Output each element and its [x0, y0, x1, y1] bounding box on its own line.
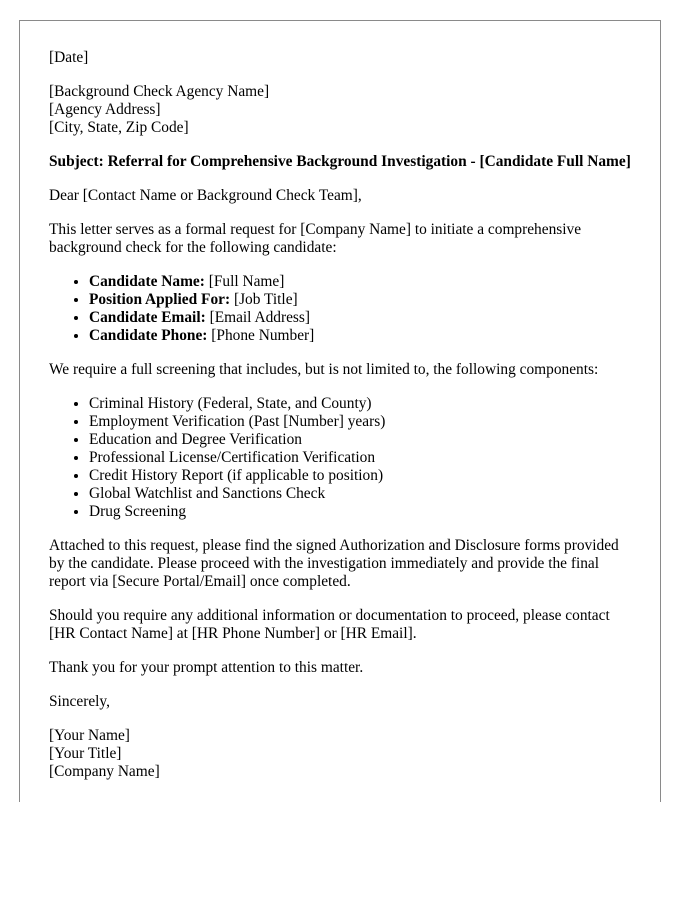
screening-intro-paragraph: We require a full screening that includes, but is not limited to, the following components:	[49, 361, 599, 378]
detail-label: Position Applied For:	[89, 291, 231, 308]
closing: Sincerely,	[49, 693, 110, 710]
recipient-address-block	[49, 83, 632, 137]
signature-title: [Your Title]	[49, 745, 122, 762]
list-item: • Employment Verification (Past [Number] years)	[89, 413, 632, 431]
list-item: • Drug Screening	[89, 503, 632, 521]
salutation: Dear [Contact Name or Background Check Team],	[49, 187, 362, 204]
detail-value: [Job Title]	[230, 291, 298, 308]
letter-date: [Date]	[49, 49, 89, 66]
list-item	[89, 291, 632, 309]
detail-label: Candidate Email:	[89, 309, 206, 326]
letter-page	[19, 20, 661, 802]
list-item	[89, 309, 632, 327]
attachment-paragraph: Attached to this request, please find the signed Authorization and Disclosure forms provided by the candidate. Please proceed with the investigation immediately and provide the final report via [Secure Portal/Email] once completed.	[49, 537, 619, 590]
detail-value: [Email Address]	[205, 309, 311, 326]
detail-label: Candidate Name:	[89, 273, 205, 290]
contact-paragraph: Should you require any additional information or documentation to proceed, please contact [HR Contact Name] at [HR Phone Number] or [HR Email].	[49, 607, 610, 642]
thanks-paragraph: Thank you for your prompt attention to this matter.	[49, 659, 364, 676]
recipient-agency-name: [Background Check Agency Name]	[49, 83, 270, 100]
screening-components-list	[49, 395, 632, 521]
intro-paragraph: This letter serves as a formal request for [Company Name] to initiate a comprehensive background check for the following candidate:	[49, 221, 582, 256]
list-item: • Global Watchlist and Sanctions Check	[89, 485, 632, 503]
list-item: • Professional License/Certification Verification	[89, 449, 632, 467]
list-item: • Criminal History (Federal, State, and County)	[89, 395, 632, 413]
list-item	[89, 327, 632, 345]
recipient-agency-address: [Agency Address]	[49, 101, 161, 118]
subject-line: Subject: Referral for Comprehensive Background Investigation - [Candidate Full Name]	[49, 153, 631, 170]
signature-company: [Company Name]	[49, 763, 160, 780]
signature-block	[49, 727, 632, 781]
list-item: • Credit History Report (if applicable to position)	[89, 467, 632, 485]
detail-label: Candidate Phone:	[89, 327, 208, 344]
list-item: • Education and Degree Verification	[89, 431, 632, 449]
list-item	[89, 273, 632, 291]
detail-value: [Full Name]	[204, 273, 285, 290]
detail-value: [Phone Number]	[207, 327, 315, 344]
signature-name: [Your Name]	[49, 727, 130, 744]
recipient-city-state-zip: [City, State, Zip Code]	[49, 119, 189, 136]
candidate-details-list	[49, 273, 632, 345]
